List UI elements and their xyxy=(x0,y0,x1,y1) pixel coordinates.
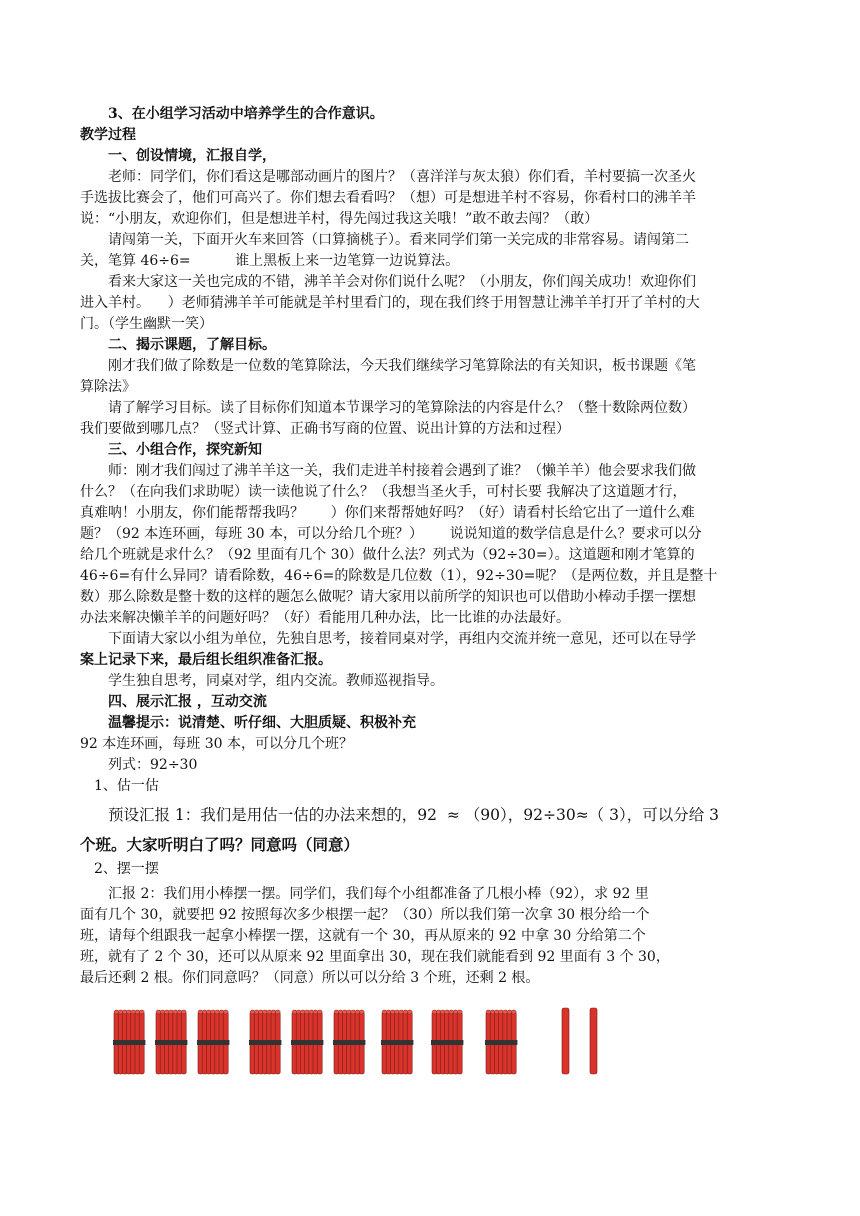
text-line: 学生独自思考，同桌对学，组内交流。教师巡视指导。 xyxy=(108,673,444,689)
loose-stick xyxy=(590,1008,597,1074)
text-line: 温馨提示：说清楚、听仔细、大胆质疑、积极补充 xyxy=(108,715,416,731)
text-line: 进入羊村。 ）老师猜沸羊羊可能就是羊村里看门的，现在我们终于用智慧让沸羊羊打开了羊村的大 xyxy=(80,295,700,311)
text-line: 办法来解决懒羊羊的问题好吗？（好）看能用几种办法，比一比谁的办法最好。 xyxy=(80,610,570,626)
text-line: 关，笔算 46÷6= 谁上黑板上来一边笔算一边说算法。 xyxy=(80,253,460,269)
text-line: 一、创设情境，汇报自学， xyxy=(108,148,276,164)
text-line: 请闯第一关，下面开火车来回答（口算摘桃子）。看来同学们第一关完成的非常容易。请闯第二 xyxy=(108,232,689,248)
stick-bundle xyxy=(431,1010,463,1074)
sticks-illustration xyxy=(112,1006,612,1081)
stick-bundle xyxy=(333,1010,365,1074)
stick-bundle xyxy=(155,1010,187,1074)
text-line: 给几个班就是求什么？（92 里面有几个 30）做什么法？列式为（92÷30=）。这道题和刚才笔算的 xyxy=(80,547,695,563)
text-line: 说：“小朋友，欢迎你们，但是想进羊村，得先闯过我这关哦！”敢不敢去闯？（敢） xyxy=(80,211,599,227)
stick-bundle xyxy=(197,1010,229,1074)
stick-bundle xyxy=(485,1010,517,1074)
text-line: 2、摆一摆 xyxy=(94,861,159,877)
text-line: 案上记录下来，最后组长组织准备汇报。 xyxy=(80,652,332,668)
text-line: 班，请每个组跟我一起拿小棒摆一摆，这就有一个 30，再从原来的 92 中拿 30 分给第二个 xyxy=(80,928,646,944)
loose-stick xyxy=(562,1008,569,1074)
text-line: 教学过程 xyxy=(80,127,136,143)
text-line: 手选拔比赛会了，他们可高兴了。你们想去看看吗？（想）可是想进羊村不容易，你看村口的沸羊羊 xyxy=(80,190,696,206)
text-line: 四、展示汇报 ，互动交流 xyxy=(108,694,267,710)
text-line: 请了解学习目标。读了目标你们知道本节课学习的笔算除法的内容是什么？（整十数除两位数） xyxy=(108,400,696,416)
text-line: 师：刚才我们闯过了沸羊羊这一关，我们走进羊村接着会遇到了谁？（懒羊羊）他会要求我们做 xyxy=(108,463,696,479)
stick-bundle xyxy=(381,1010,413,1074)
text-line: 门。（学生幽默一笑） xyxy=(80,316,213,332)
text-line: 46÷6=有什么异同？请看除数，46÷6=的除数是几位数（1），92÷30=呢？（是两位数，并且是整十 xyxy=(80,568,718,584)
text-line: 老师：同学们，你们看这是哪部动画片的图片？（喜洋洋与灰太狼）你们看，羊村要搞一次圣火 xyxy=(108,169,696,185)
text-line: 92 本连环画，每班 30 本，可以分几个班？ xyxy=(80,736,353,752)
text-line: 数）那么除数是整十数的这样的题怎么做呢？请大家用以前所学的知识也可以借助小棒动手摆一摆想 xyxy=(80,589,696,605)
text-line: 算除法》 xyxy=(80,379,136,395)
text-line: 1、估一估 xyxy=(94,778,159,794)
text-line: 3、在小组学习活动中培养学生的合作意识。 xyxy=(108,106,384,122)
text-line: 刚才我们做了除数是一位数的笔算除法，今天我们继续学习笔算除法的有关知识，板书课题《笔 xyxy=(108,358,696,374)
text-line: 看来大家这一关也完成的不错，沸羊羊会对你们说什么呢？（小朋友，你们闯关成功！欢迎你们 xyxy=(108,274,696,290)
stick-bundles-figure xyxy=(112,1006,612,1081)
text-line: 我们要做到哪几点？（竖式计算、正确书写商的位置、说出计算的方法和过程） xyxy=(80,421,570,437)
text-line: 最后还剩 2 根。你们同意吗？（同意）所以可以分给 3 个班，还剩 2 根。 xyxy=(80,970,540,986)
text-line: 面有几个 30，就要把 92 按照每次多少根摆一起？（30）所以我们第一次拿 30 根分给一个 xyxy=(80,907,650,923)
text-line: 下面请大家以小组为单位，先独自思考，接着同桌对学，再组内交流并统一意见，还可以在导学 xyxy=(108,631,696,647)
text-line: 列式：92÷30 xyxy=(108,757,198,773)
text-line: 题？（92 本连环画，每班 30 本，可以分给几个班？） 说说知道的数学信息是什么？要求可以分 xyxy=(80,526,702,542)
text-line: 汇报 2：我们用小棒摆一摆。同学们，我们每个小组都准备了几根小棒（92），求 92 里 xyxy=(108,886,649,902)
stick-bundle xyxy=(113,1010,145,1074)
text-line: 真难呐！小朋友，你们能帮帮我吗？ ）你们来帮帮她好吗？（好）请看村长给它出了一道什么难 xyxy=(80,505,695,521)
text-line: 个班。大家听明白了吗？同意吗（同意） xyxy=(80,835,360,854)
text-line: 什么？（在向我们求助呢）读一读他说了什么？（我想当圣火手，可村长要 我解决了这道题才行， xyxy=(80,484,687,500)
stick-bundle xyxy=(291,1010,323,1074)
text-line: 三、小组合作，探究新知 xyxy=(108,442,262,458)
text-line: 班，就有了 2 个 30，还可以从原来 92 里面拿出 30，现在我们就能看到 92 里面有 3 个 30， xyxy=(80,949,670,965)
text-line: 预设汇报 1：我们是用估一估的办法来想的，92 ≈ （90），92÷30≈（ 3），可以分给 3 xyxy=(108,806,720,824)
stick-bundle xyxy=(249,1010,281,1074)
text-line: 二、揭示课题，了解目标。 xyxy=(108,337,276,353)
